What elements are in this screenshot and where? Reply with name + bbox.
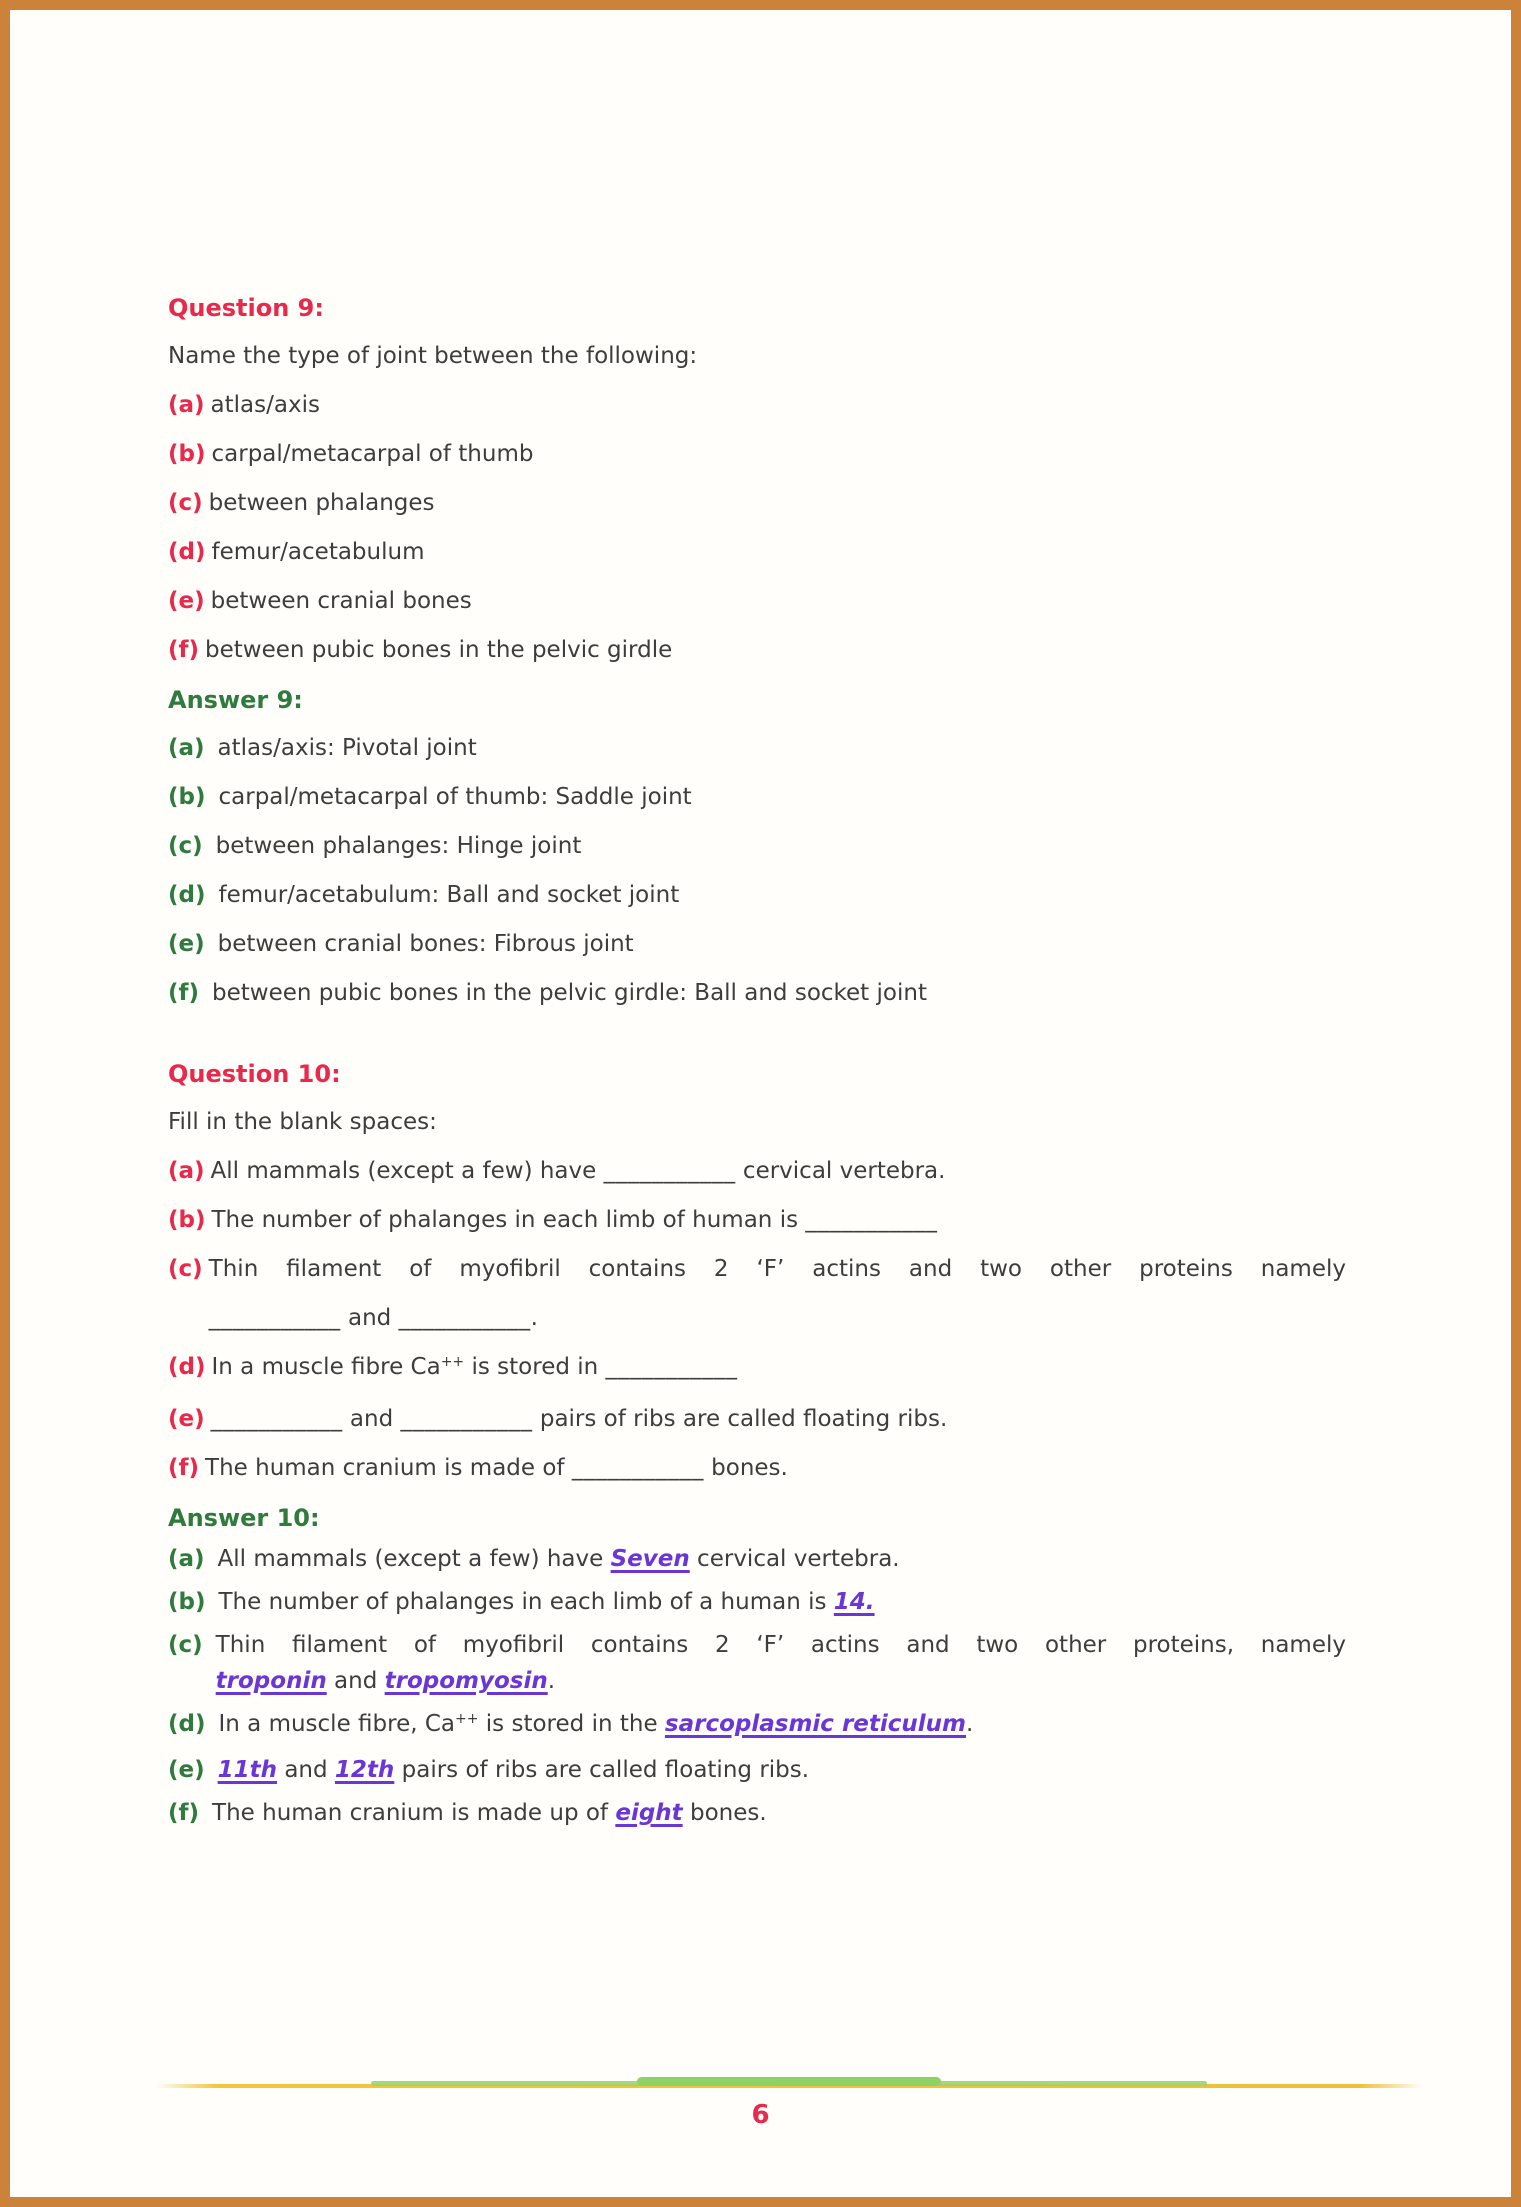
superscript: ++	[440, 1354, 465, 1370]
answer-10-list	[168, 1544, 1346, 1829]
answer-10-item-f	[168, 1798, 1346, 1829]
item-line-2: troponin and tropomyosin.	[215, 1668, 556, 1694]
item-label: (d)	[168, 1711, 206, 1737]
item-text: between phalanges	[208, 490, 435, 516]
answer-9-item-b	[168, 782, 1346, 813]
answer-word: tropomyosin	[384, 1668, 548, 1694]
blank-line: ___________	[210, 1406, 343, 1432]
question-10-item-a	[168, 1156, 1346, 1187]
question-10-intro: Fill in the blank spaces:	[168, 1109, 437, 1135]
item-label: (e)	[168, 931, 205, 957]
answer-word: 11th	[217, 1757, 278, 1783]
item-label: (f)	[168, 637, 200, 663]
item-text: 11th and 12th pairs of ribs are called floating ribs.	[217, 1757, 810, 1783]
item-label: (d)	[168, 882, 206, 908]
blank-line: ___________	[400, 1406, 533, 1432]
item-text: between cranial bones	[210, 588, 472, 614]
item-label: (a)	[168, 735, 205, 761]
item-text: The human cranium is made up of eight bones.	[212, 1800, 767, 1826]
item-line-2: ___________ and ___________.	[208, 1305, 538, 1331]
item-text: between phalanges: Hinge joint	[215, 833, 582, 859]
item-label: (b)	[168, 784, 206, 810]
item-text: between pubic bones in the pelvic girdle: Ball and socket joint	[212, 980, 927, 1006]
item-label: (a)	[168, 392, 205, 418]
answer-10-item-a	[168, 1544, 1346, 1575]
item-text: between pubic bones in the pelvic girdle	[205, 637, 673, 663]
answer-9-heading: Answer 9:	[168, 686, 303, 714]
answer-word: 12th	[334, 1757, 395, 1783]
answer-word: sarcoplasmic reticulum	[664, 1711, 966, 1737]
question-10-item-e	[168, 1404, 1346, 1435]
item-text: femur/acetabulum: Ball and socket joint	[218, 882, 680, 908]
item-text	[209, 1254, 1346, 1334]
question-9-item-b	[168, 439, 1346, 470]
question-9-item-e	[168, 586, 1346, 617]
question-9-heading: Question 9:	[168, 294, 324, 322]
item-label: (f)	[168, 1800, 200, 1826]
answer-9-item-e	[168, 929, 1346, 960]
question-10-item-b	[168, 1205, 1346, 1236]
item-text: carpal/metacarpal of thumb	[211, 441, 534, 467]
answer-10-item-e	[168, 1755, 1346, 1786]
item-label: (e)	[168, 588, 205, 614]
item-text: carpal/metacarpal of thumb: Saddle joint	[218, 784, 692, 810]
item-text: All mammals (except a few) have ___________ cervical vertebra.	[210, 1158, 946, 1184]
answer-9-item-a	[168, 733, 1346, 764]
answer-10-item-b	[168, 1587, 1346, 1618]
item-text	[216, 1630, 1346, 1697]
divider-green-core	[637, 2077, 941, 2086]
item-text: atlas/axis: Pivotal joint	[217, 735, 477, 761]
answer-word: 14.	[833, 1589, 875, 1615]
item-line-1: Thin filament of myofibril contains 2 ‘F’ actins and two other proteins namely	[208, 1256, 1346, 1282]
question-10-heading: Question 10:	[168, 1060, 341, 1088]
item-text: atlas/axis	[210, 392, 320, 418]
item-line-1: Thin filament of myofibril contains 2 ‘F’ actins and two other proteins, namely	[215, 1632, 1346, 1658]
item-text: femur/acetabulum	[211, 539, 425, 565]
blank-line: ___________	[208, 1305, 341, 1331]
answer-9-item-c	[168, 831, 1346, 862]
question-9-intro: Name the type of joint between the following:	[168, 343, 698, 369]
item-label: (d)	[168, 1354, 206, 1380]
question-9-item-f	[168, 635, 1346, 666]
question-10-item-c	[168, 1254, 1346, 1334]
item-label: (c)	[168, 1632, 203, 1658]
item-label: (b)	[168, 1589, 206, 1615]
blank-line: ___________	[605, 1354, 738, 1380]
item-text: between cranial bones: Fibrous joint	[217, 931, 634, 957]
item-text: The human cranium is made of ___________ bones.	[205, 1455, 788, 1481]
item-text: The number of phalanges in each limb of human is ___________	[211, 1207, 938, 1233]
answer-10-item-d	[168, 1709, 1346, 1743]
blank-line: ___________	[603, 1158, 736, 1184]
item-text: ___________ and ___________ pairs of ribs are called floating ribs.	[210, 1406, 948, 1432]
superscript: ++	[455, 1711, 479, 1727]
item-text: In a muscle fibre, Ca++ is stored in the sarcoplasmic reticulum.	[218, 1711, 974, 1737]
item-label: (c)	[168, 833, 203, 859]
question-9-item-d	[168, 537, 1346, 568]
item-text: The number of phalanges in each limb of a human is 14.	[218, 1589, 875, 1615]
answer-word: troponin	[215, 1668, 327, 1694]
answer-word: Seven	[610, 1546, 690, 1572]
item-label: (a)	[168, 1546, 205, 1572]
question-10-item-d	[168, 1352, 1346, 1386]
item-text: All mammals (except a few) have Seven cervical vertebra.	[217, 1546, 900, 1572]
blank-line: ___________	[398, 1305, 531, 1331]
footer-divider	[155, 2076, 1423, 2090]
item-label: (b)	[168, 1207, 206, 1233]
item-label: (a)	[168, 1158, 205, 1184]
blank-line: ___________	[571, 1455, 704, 1481]
question-10-item-f	[168, 1453, 1346, 1484]
item-label: (e)	[168, 1406, 205, 1432]
item-label: (d)	[168, 539, 206, 565]
answer-10-item-c	[168, 1630, 1346, 1697]
answer-word: eight	[615, 1800, 683, 1826]
question-9-item-c	[168, 488, 1346, 519]
page-number: 6	[751, 2100, 770, 2130]
item-label: (f)	[168, 1455, 200, 1481]
page-content	[10, 10, 1511, 1829]
item-label: (e)	[168, 1757, 205, 1783]
question-9-item-a	[168, 390, 1346, 421]
item-label: (f)	[168, 980, 200, 1006]
item-label: (b)	[168, 441, 206, 467]
answer-9-item-d	[168, 880, 1346, 911]
item-text: In a muscle fibre Ca++ is stored in ___________	[211, 1354, 738, 1380]
answer-10-heading: Answer 10:	[168, 1504, 320, 1532]
item-label: (c)	[168, 490, 203, 516]
blank-line: ___________	[805, 1207, 938, 1233]
item-label: (c)	[168, 1256, 203, 1282]
answer-9-item-f	[168, 978, 1346, 1009]
